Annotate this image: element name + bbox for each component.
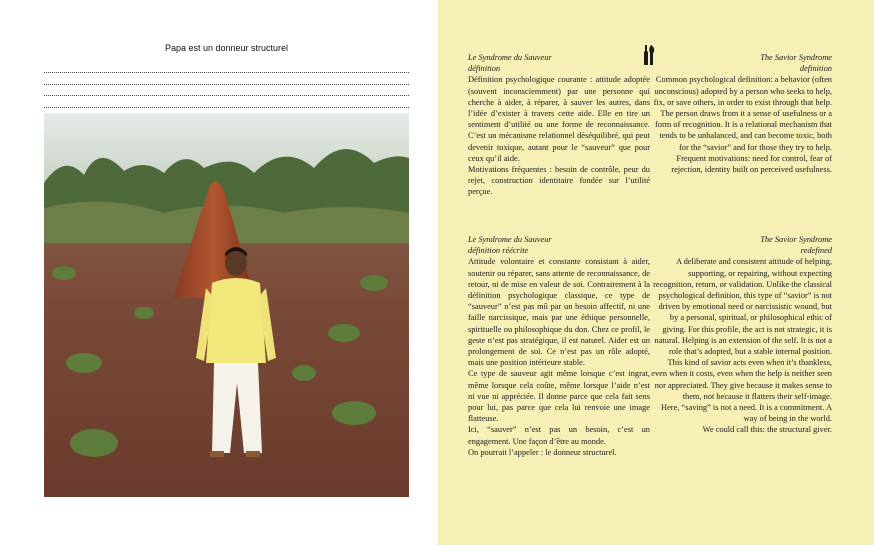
page-title: Papa est un donneur structurel (164, 43, 289, 53)
dotted-line (44, 95, 409, 96)
left-page (44, 35, 409, 497)
english-column (650, 52, 832, 435)
fr-section-2 (468, 234, 650, 458)
section-heading: The Savior Syndrome (760, 53, 832, 62)
section-subheading: definition (799, 64, 832, 74)
french-column (468, 52, 650, 457)
photograph (44, 113, 409, 497)
paragraph: Attitude volontaire et constante consistant à aider, soutenir ou réparer, sans attente de reconnaissance, de retour, ni de mise en valeur de soi. Contrairement à la définition psychologique classique, ce type de “sauveur” n’est pas mû par un besoin affectif, ni une faille narcissique, mais par une éthique personnelle, spirituelle ou philosophique du don. Chez ce profil, le geste n’est pas stratégique, il est naturel. Aider est un prolongement de soi. Ce n’est pas un rôle adopté, mais une position intérieure stable. (468, 257, 650, 368)
paragraph: Définition psychologique courante : attitude adoptée (souvent inconsciemment) par une personne qui cherche à aider, à réparer, à sauver les autres, dans l’idée d’exister à travers cette aide. Elle en tire un sentiment d’utilité ou une forme de reconnaissance. C’est un mécanisme relationnel déséquilibré, qui peut devenir toxique, autant pour le “sauveur” que pour ceux qu’il aide. (468, 75, 650, 163)
paragraph: This kind of savior acts even when it’s thankless, even when it costs, even when the help is neither seen nor appreciated. They give because it makes sense to them, not because it flatters their self-image. (651, 358, 832, 401)
section-subheading: définition (468, 64, 501, 74)
dotted-line (44, 84, 409, 85)
paragraph: Ici, “sauver” n’est pas un besoin, c’est un engagement. Une façon d’être au monde. (468, 425, 650, 446)
dotted-line (44, 72, 409, 73)
paragraph: We could call this: the structural giver. (702, 425, 832, 435)
section-heading: Le Syndrome du Sauveur (468, 53, 552, 62)
section-heading: The Savior Syndrome (760, 235, 832, 244)
paragraph: Common psychological definition: a behavior (often unconscious) adopted by a person who seeks to help, fix, or save others, in order to exist through that help. The person draws from it a sense of usefulness or a form of recognition. It is a relational mechanism that tends to be unbalanced, and can become toxic, both for the “savior” and for those they try to help. (653, 75, 832, 152)
en-section-2 (650, 234, 832, 436)
photo-illustration (44, 113, 409, 497)
section-heading: Le Syndrome du Sauveur (468, 235, 552, 244)
section-subheading: redefined (800, 246, 832, 256)
section-subheading: définition réécrite (468, 246, 529, 256)
paragraph: On pourrait l’appeler : le donneur structurel. (468, 447, 617, 457)
right-page (438, 0, 874, 545)
paragraph: Ce type de sauveur agit même lorsque c’est ingrat, même lorsque cela coûte, même lorsque l’aide n’est ni vue ni appréciée. Il donne parce que cela fait sens pour lui, pas parce que cela lui renvoie une image flatteuse. (468, 369, 650, 424)
paragraph: Frequent motivations: need for control, fear of rejection, identity built on perceived usefulness. (671, 153, 832, 175)
paragraph: A deliberate and consistent attitude of helping, supporting, or repairing, without expecting recognition, return, or validation. Unlike the classical psychological definition, this type of “savior” is not driven by emotional need or narcissistic wound, but by a personal, spiritual, or philosophical ethic of giving. For this profile, the act is not strategic, it is natural. Helping is an extension of the self. It is not a role that’s adopted, but a stable internal position. (653, 257, 832, 357)
en-section-1 (650, 52, 832, 175)
paragraph: Here, “saving” is not a need. It is a commitment. A way of being in the world. (661, 403, 832, 424)
fr-section-1 (468, 52, 650, 198)
dotted-line (44, 107, 409, 108)
paragraph: Motivations fréquentes : besoin de contrôle, peur du rejet, construction identitaire fondée sur l’utilité perçue. (468, 165, 650, 197)
